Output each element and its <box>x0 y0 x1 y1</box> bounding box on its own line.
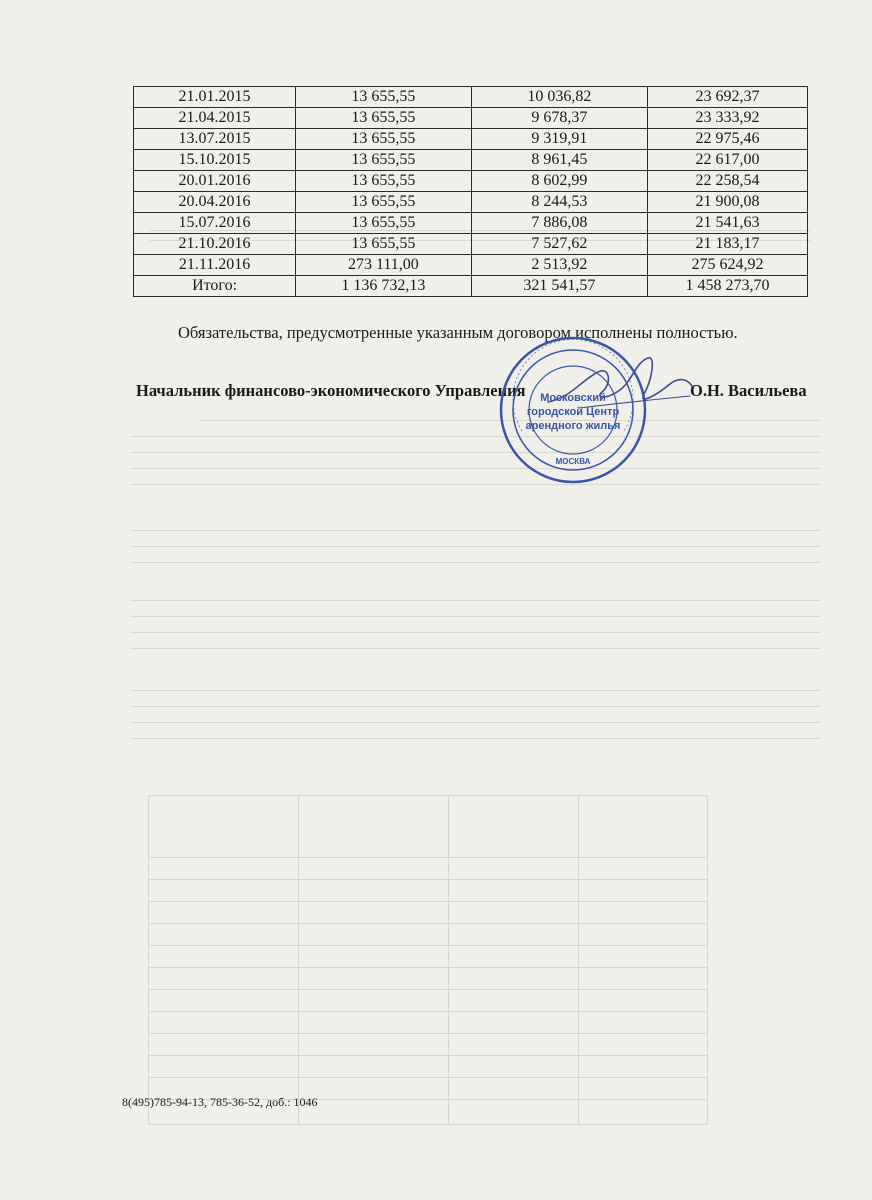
payment-row <box>134 213 808 234</box>
payment-principal: 13 655,55 <box>296 150 472 171</box>
payment-row <box>134 192 808 213</box>
payment-date: 21.04.2015 <box>134 108 296 129</box>
payment-total: 21 900,08 <box>648 192 808 213</box>
stamp-line-2: городской Центр <box>526 406 620 418</box>
payment-date: 20.04.2016 <box>134 192 296 213</box>
payment-row <box>134 171 808 192</box>
payment-row <box>134 87 808 108</box>
payment-date: 15.10.2015 <box>134 150 296 171</box>
total-principal: 1 136 732,13 <box>296 276 472 297</box>
total-label: Итого: <box>134 276 296 297</box>
payment-date: 15.07.2016 <box>134 213 296 234</box>
total-interest: 321 541,57 <box>471 276 647 297</box>
handwritten-signature <box>540 350 700 420</box>
payment-total: 275 624,92 <box>648 255 808 276</box>
payment-interest: 7 527,62 <box>471 234 647 255</box>
payment-date: 21.11.2016 <box>134 255 296 276</box>
payment-total: 23 692,37 <box>648 87 808 108</box>
payment-principal: 13 655,55 <box>296 87 472 108</box>
stamp-city: МОСКВА <box>555 457 591 466</box>
reverse-side-table-ghost <box>148 795 708 1125</box>
payment-row <box>134 150 808 171</box>
payment-date: 20.01.2016 <box>134 171 296 192</box>
signer-name: О.Н. Васильева <box>690 381 807 400</box>
payment-date: 21.01.2015 <box>134 87 296 108</box>
signer-title: Начальник финансово-экономического Управления <box>136 381 526 400</box>
contact-phone: 8(495)785-94-13, 785-36-52, доб.: 1046 <box>122 1095 318 1109</box>
payment-total: 21 541,63 <box>648 213 808 234</box>
obligations-note: Обязательства, предусмотренные указанным договором исполнены полностью. <box>178 323 738 342</box>
payments-total-row <box>134 276 808 297</box>
payment-interest: 2 513,92 <box>471 255 647 276</box>
payment-principal: 13 655,55 <box>296 213 472 234</box>
payment-total: 22 617,00 <box>648 150 808 171</box>
payment-principal: 13 655,55 <box>296 129 472 150</box>
payment-interest: 9 319,91 <box>471 129 647 150</box>
payment-interest: 9 678,37 <box>471 108 647 129</box>
payment-interest: 8 602,99 <box>471 171 647 192</box>
total-sum: 1 458 273,70 <box>648 276 808 297</box>
stamp-line-3: арендного жилья <box>525 420 621 432</box>
payment-interest: 7 886,08 <box>471 213 647 234</box>
payment-row <box>134 129 808 150</box>
payment-principal: 273 111,00 <box>296 255 472 276</box>
payment-principal: 13 655,55 <box>296 108 472 129</box>
payment-interest: 8 244,53 <box>471 192 647 213</box>
payment-total: 22 975,46 <box>648 129 808 150</box>
payment-total: 22 258,54 <box>648 171 808 192</box>
payment-principal: 13 655,55 <box>296 171 472 192</box>
payment-row <box>134 108 808 129</box>
payment-total: 23 333,92 <box>648 108 808 129</box>
payment-interest: 8 961,45 <box>471 150 647 171</box>
payment-row <box>134 234 808 255</box>
payment-principal: 13 655,55 <box>296 234 472 255</box>
payment-principal: 13 655,55 <box>296 192 472 213</box>
stamp-line-1: Московский <box>540 392 606 404</box>
payments-table <box>133 86 808 297</box>
payment-date: 21.10.2016 <box>134 234 296 255</box>
payment-row <box>134 255 808 276</box>
payment-total: 21 183,17 <box>648 234 808 255</box>
payment-date: 13.07.2015 <box>134 129 296 150</box>
payment-interest: 10 036,82 <box>471 87 647 108</box>
